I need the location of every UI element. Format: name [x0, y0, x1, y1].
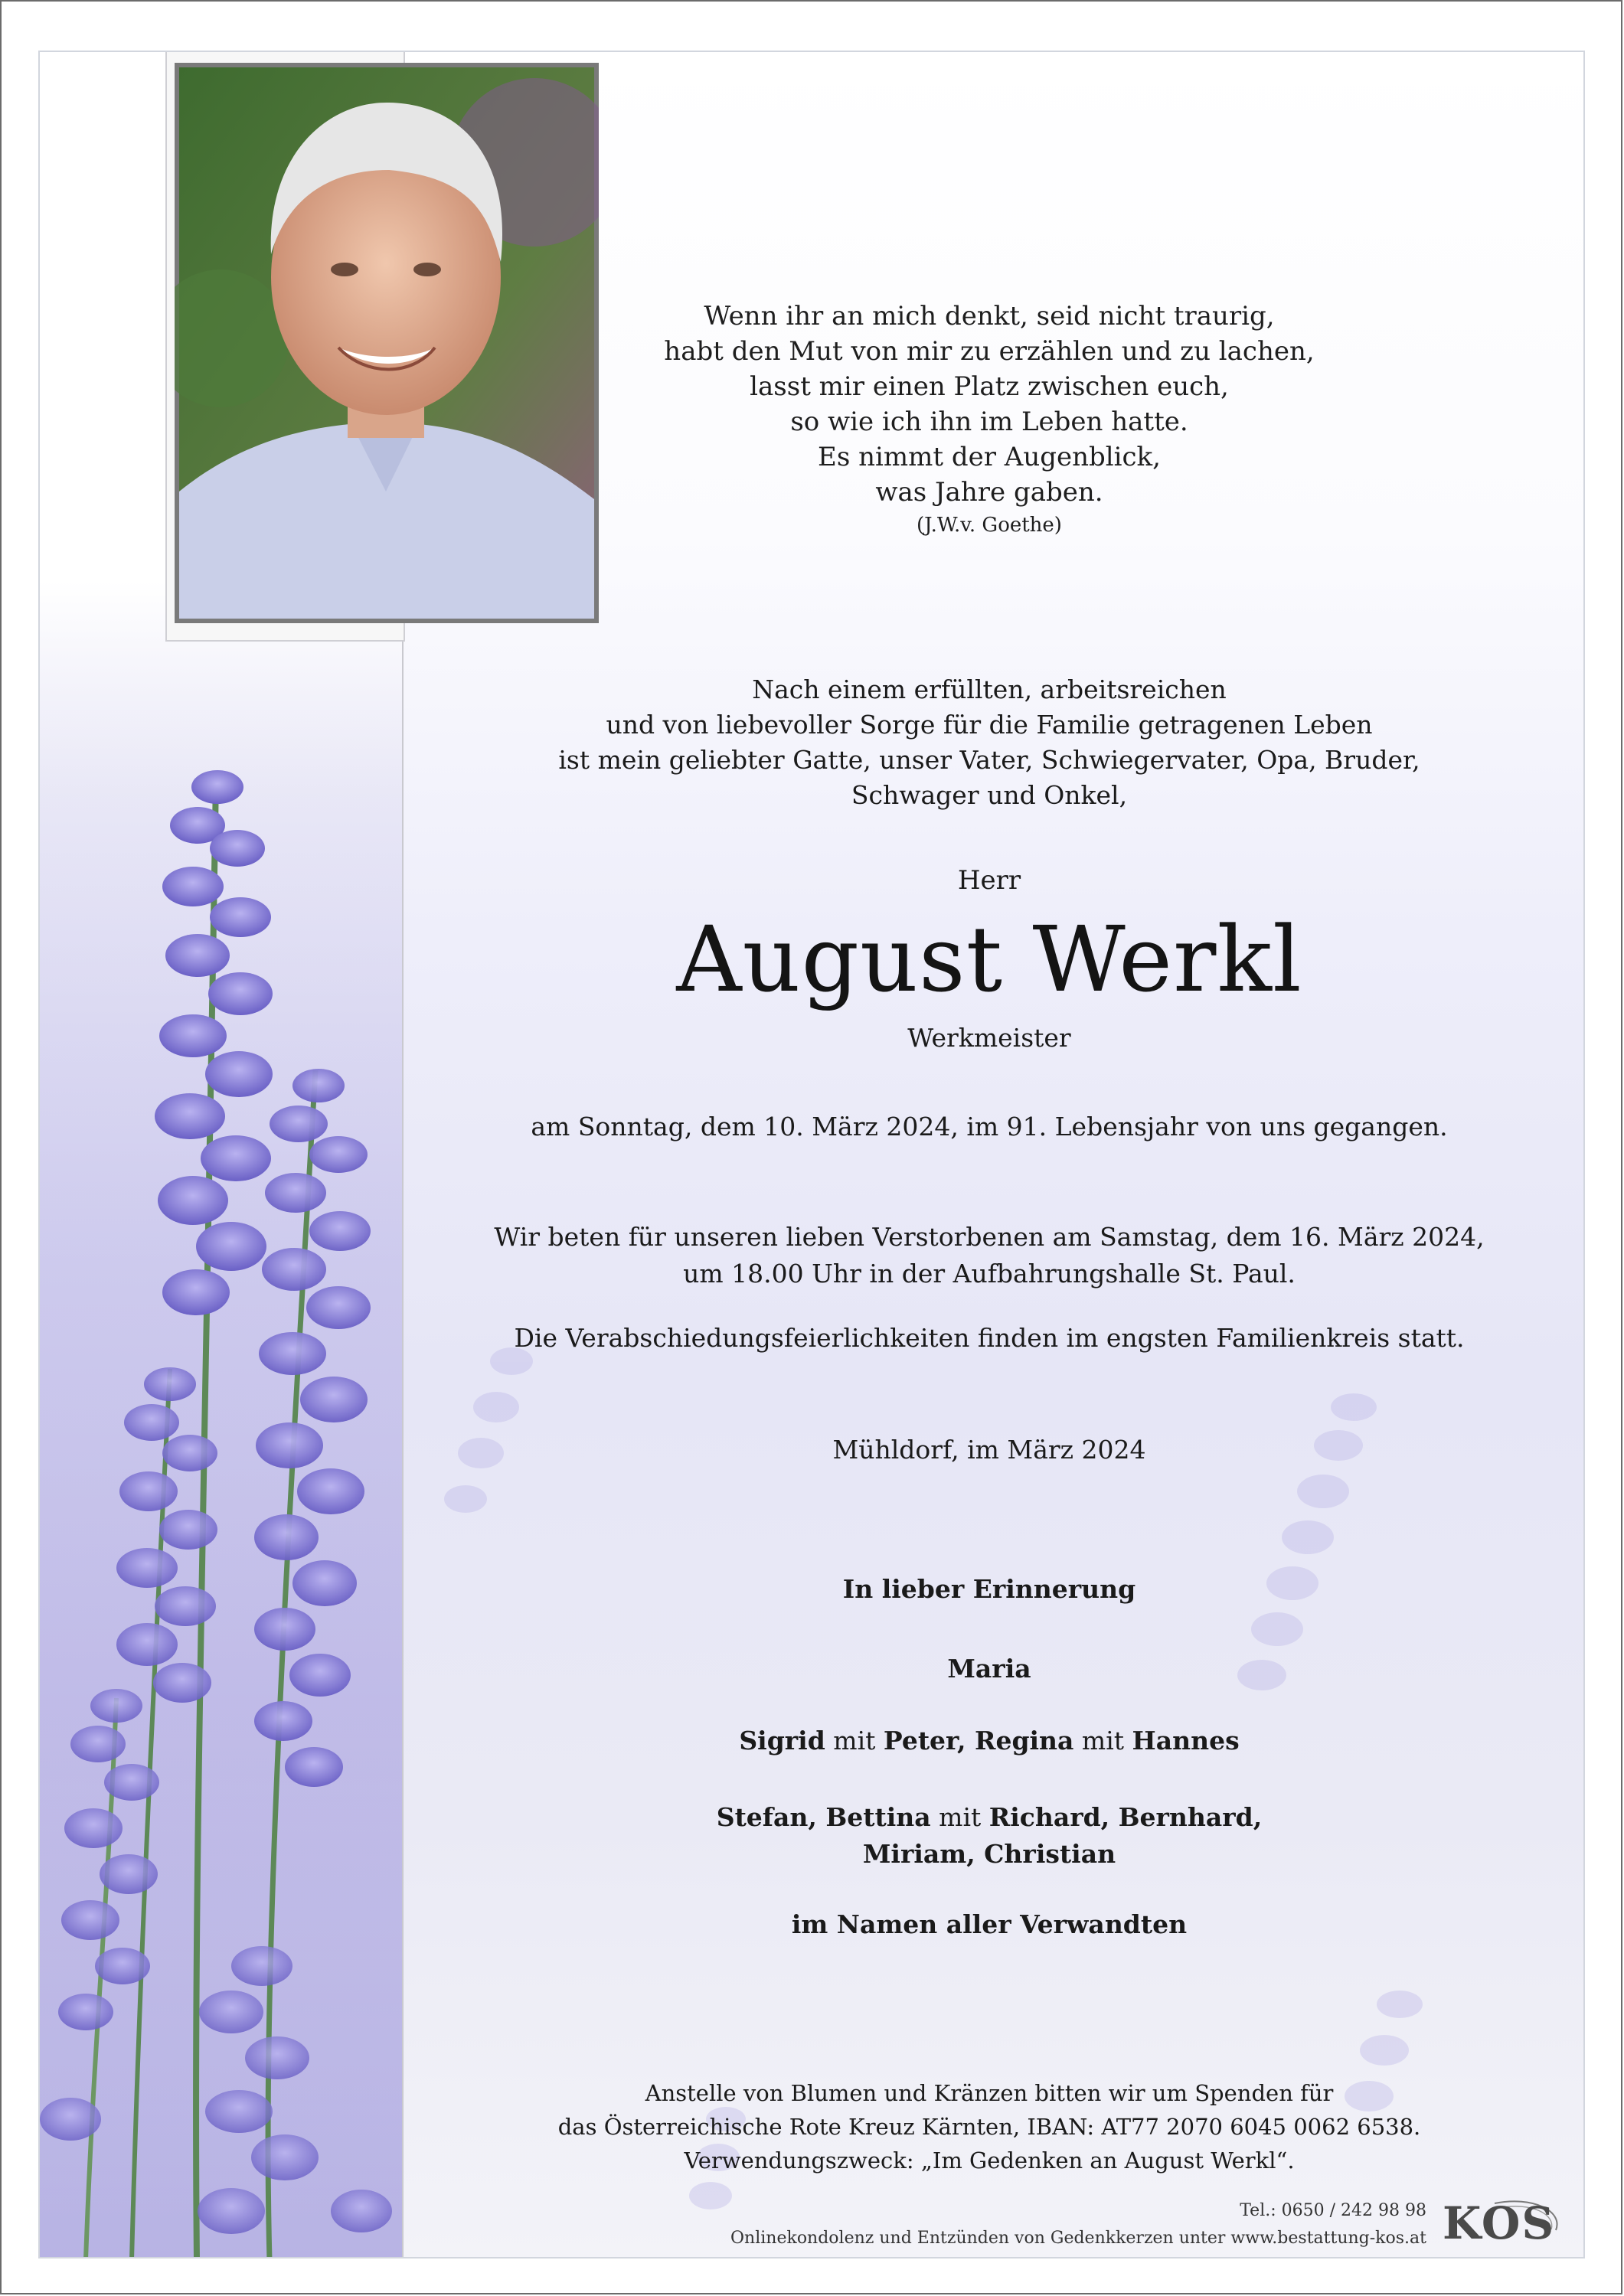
mourner-name: Sigrid	[739, 1726, 825, 1755]
mourner-name: Hannes	[1132, 1726, 1240, 1755]
intro-line: und von liebevoller Sorge für die Familie getragenen Leben	[606, 710, 1373, 740]
donation-line: Anstelle von Blumen und Kränzen bitten wir um Spenden für	[645, 2080, 1334, 2106]
salutation: Herr	[957, 865, 1021, 896]
poem-line: Es nimmt der Augenblick,	[818, 442, 1161, 472]
mourners-heading: In lieber Erinnerung	[842, 1574, 1136, 1604]
kos-funeral-logo-icon	[1441, 2196, 1564, 2249]
mourner-names: Miriam, Christian	[862, 1839, 1116, 1869]
mourner-name: Regina	[975, 1726, 1074, 1755]
poem-line: so wie ich ihn im Leben hatte.	[790, 407, 1188, 437]
obituary-card	[38, 51, 1585, 2258]
mourner-name: Richard	[988, 1802, 1101, 1832]
side-divider	[402, 642, 404, 2258]
separator: ,	[1253, 1802, 1263, 1832]
footer-contact	[730, 2197, 1426, 2252]
mourner-name: Bettina	[825, 1802, 931, 1832]
profession: Werkmeister	[907, 1023, 1071, 1053]
footer-online: Onlinekondolenz und Entzünden von Gedenkkerzen unter www.bestattung-kos.at	[730, 2229, 1426, 2248]
poem-attribution: (J.W.v. Goethe)	[917, 514, 1062, 537]
poem-line: was Jahre gaben.	[875, 477, 1103, 508]
farewell-note: Die Verabschiedungsfeierlichkeiten finden im engsten Familienkreis statt.	[514, 1323, 1465, 1353]
service-info	[446, 1219, 1533, 1292]
intro-line: Schwager und Onkel,	[851, 780, 1128, 810]
donation-line: Verwendungszweck: „Im Gedenken an August Werkl“.	[684, 2147, 1295, 2174]
connector: mit	[1073, 1726, 1132, 1755]
mourner-name: Peter	[883, 1726, 958, 1755]
place-date: Mühldorf, im März 2024	[832, 1435, 1146, 1465]
separator: ,	[957, 1726, 975, 1755]
mourner-name: Stefan	[716, 1802, 809, 1832]
connector: mit	[825, 1726, 884, 1755]
donation-line: das Österreichische Rote Kreuz Kärnten, IBAN: AT77 2070 6045 0062 6538.	[557, 2114, 1421, 2140]
intro-line: ist mein geliebter Gatte, unser Vater, Schwiegervater, Opa, Bruder,	[558, 745, 1420, 775]
death-notice: am Sonntag, dem 10. März 2024, im 91. Lebensjahr von uns gegangen.	[531, 1112, 1448, 1141]
deceased-name: August Werkl	[676, 906, 1302, 1012]
poem-line: Wenn ihr an mich denkt, seid nicht traurig,	[704, 301, 1275, 331]
separator: ,	[1100, 1802, 1119, 1832]
mourners-closing: im Namen aller Verwandten	[791, 1909, 1188, 1939]
poem	[446, 299, 1533, 541]
footer-phone: Tel.: 0650 / 242 98 98	[1240, 2201, 1426, 2220]
service-line: Wir beten für unseren lieben Verstorbenen am Samstag, dem 16. März 2024,	[494, 1222, 1485, 1252]
intro-text	[446, 672, 1533, 813]
mourners-line-2	[446, 1799, 1533, 1873]
poem-line: habt den Mut von mir zu erzählen und zu lachen,	[664, 336, 1315, 367]
mourner-name: Bernhard	[1118, 1802, 1253, 1832]
donation-request	[446, 2076, 1533, 2177]
mourner-spouse: Maria	[947, 1654, 1031, 1684]
logo-text: KOS	[1443, 2197, 1556, 2249]
separator: ,	[808, 1802, 826, 1832]
service-line: um 18.00 Uhr in der Aufbahrungshalle St. Paul.	[683, 1259, 1296, 1288]
intro-line: Nach einem erfüllten, arbeitsreichen	[752, 674, 1227, 704]
connector: mit	[930, 1802, 989, 1832]
poem-line: lasst mir einen Platz zwischen euch,	[750, 371, 1229, 402]
mourners-line-1	[446, 1726, 1533, 1755]
